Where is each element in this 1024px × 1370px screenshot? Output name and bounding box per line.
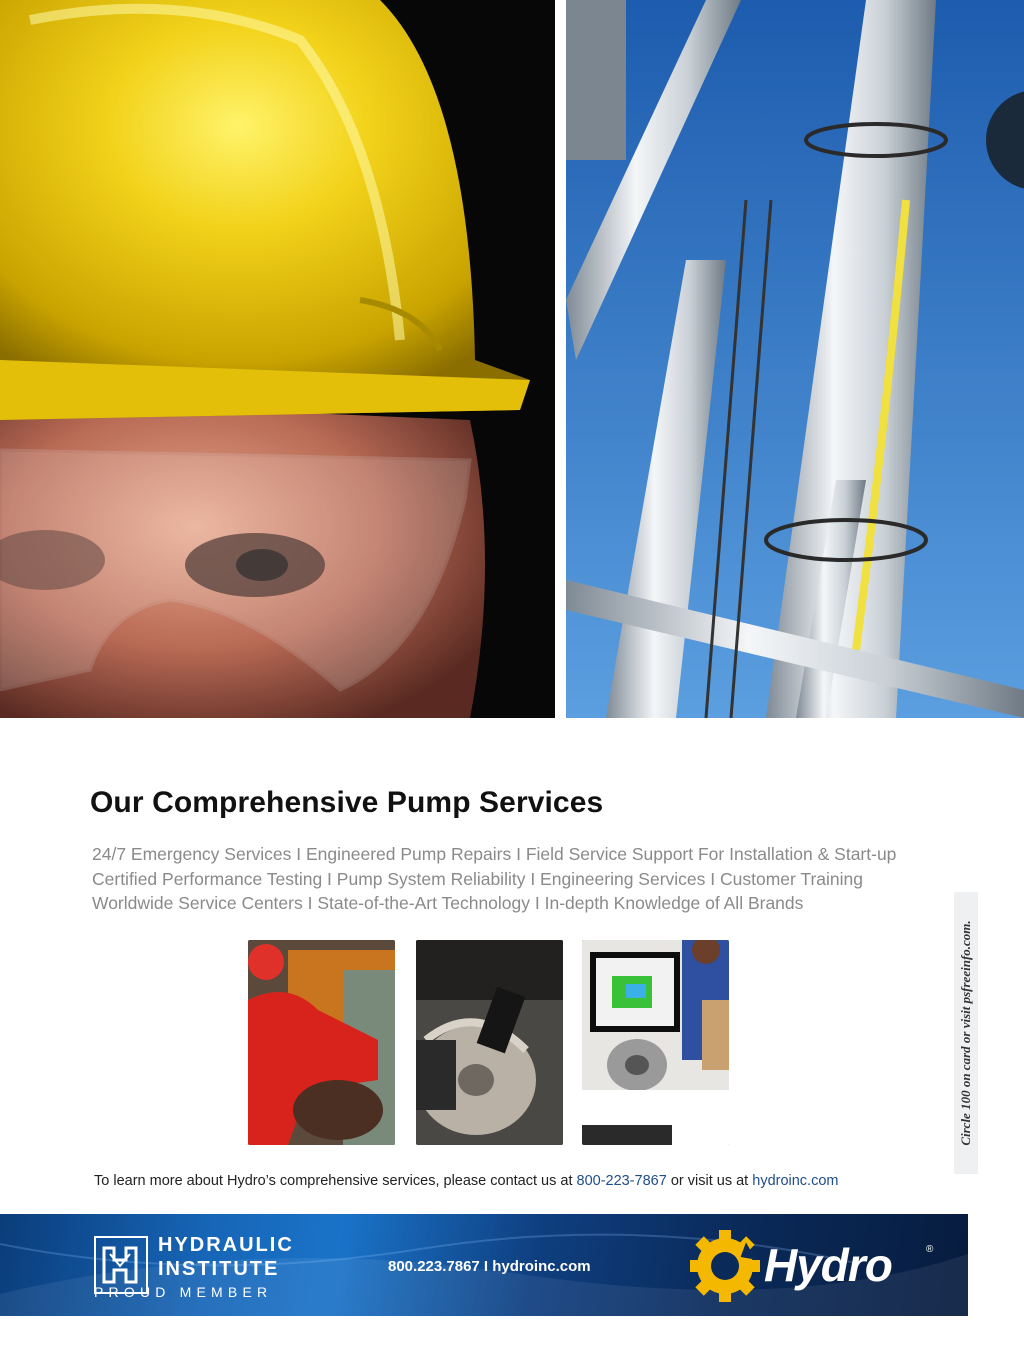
contact-line xyxy=(94,1173,838,1189)
hi-word-hydraulic: HYDRAULIC xyxy=(158,1234,294,1256)
hydro-wordmark: Hydro xyxy=(764,1239,892,1291)
hi-proud-member: PROUD MEMBER xyxy=(94,1284,273,1300)
reader-service-note xyxy=(954,892,978,1174)
photo-impeller-scan xyxy=(416,940,563,1145)
services-list xyxy=(92,842,932,916)
reader-service-text: Circle 100 on card or visit psfreeinfo.com. xyxy=(958,920,973,1146)
photo-engineering-cad xyxy=(582,940,729,1145)
hydraulic-institute-logo xyxy=(94,1234,310,1300)
services-row-2: Certified Performance Testing I Pump System Reliability I Engineering Services I Customer Training xyxy=(92,868,863,889)
hydro-logo xyxy=(690,1230,950,1302)
hero-photo-worker xyxy=(0,0,555,718)
contact-website-link[interactable]: hydroinc.com xyxy=(752,1173,839,1189)
registered-mark: ® xyxy=(926,1244,934,1255)
contact-prefix: To learn more about Hydro’s comprehensive services, please contact us at xyxy=(94,1173,577,1189)
contact-middle: or visit us at xyxy=(666,1173,753,1189)
banner-contact[interactable]: 800.223.7867 I hydroinc.com xyxy=(388,1258,591,1275)
hero-photo-refinery xyxy=(566,0,1024,718)
hi-word-institute: INSTITUTE xyxy=(158,1258,280,1280)
page-title: Our Comprehensive Pump Services xyxy=(90,786,604,819)
services-row-1: 24/7 Emergency Services I Engineered Pump Repairs I Field Service Support For Installation & Start-up xyxy=(92,844,897,864)
services-row-3: Worldwide Service Centers I State-of-the-Art Technology I In-depth Knowledge of All Brands xyxy=(92,893,804,913)
photo-field-technician xyxy=(248,940,395,1145)
footer-banner xyxy=(0,1214,968,1316)
contact-phone-link[interactable]: 800-223-7867 xyxy=(576,1173,667,1189)
hydro-gear-icon xyxy=(690,1230,760,1302)
